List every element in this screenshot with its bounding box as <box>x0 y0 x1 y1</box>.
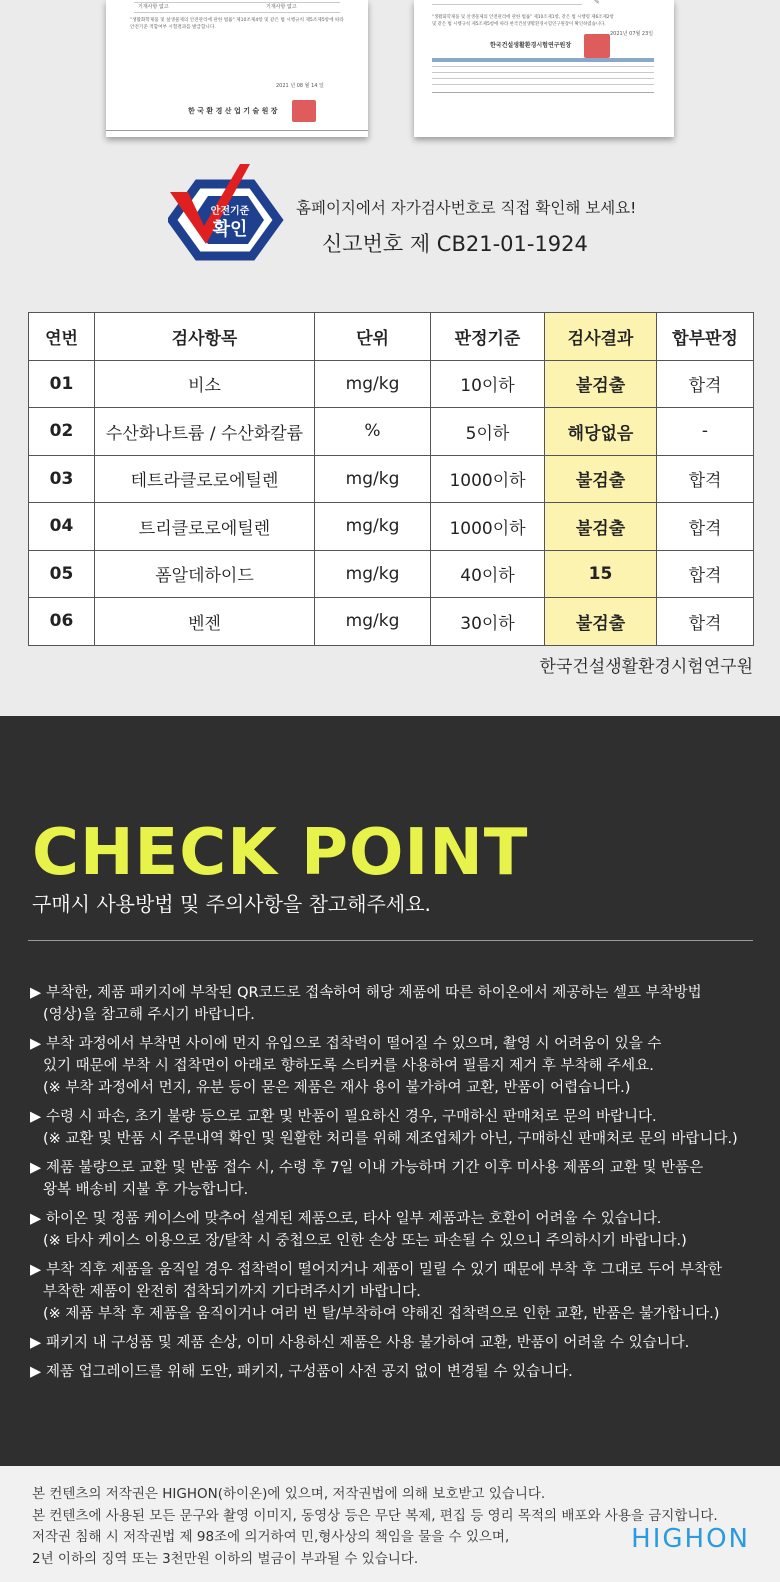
caution-text: 제품 불량으로 교환 및 반품 접수 시, 수령 후 7일 이내 가능하며 기간 이후 미사용 제품의 교환 및 반품은 <box>46 1160 704 1176</box>
copyright-line: 본 컨텐츠에 사용된 모든 문구와 촬영 이미지, 동영상 등은 무단 복제, 편집 등 영리 목적의 배포와 사용을 금지합니다. <box>32 1507 718 1524</box>
table-row <box>29 503 754 551</box>
caution-item <box>30 1208 760 1252</box>
caution-text: 부착한 제품이 완전히 접착되기까지 기다려주시기 바랍니다. <box>43 1284 421 1300</box>
table-cell: 1000이하 <box>431 455 545 503</box>
table-cell: - <box>657 408 754 456</box>
report-number: 신고번호 제 CB21-01-1924 <box>322 232 588 256</box>
safety-standard-check-icon <box>168 162 284 262</box>
bullet-arrow-icon: ▶ <box>30 1211 42 1227</box>
table-row <box>29 360 754 408</box>
table-cell: 불검출 <box>545 360 657 408</box>
table-row <box>29 598 754 646</box>
copyright-line: 저작권 침해 시 저작권법 제 98조에 의거하여 민,형사상의 책임을 물을 수 있으며, <box>32 1529 510 1545</box>
caution-text: (영상)을 참고해 주시기 바랍니다. <box>43 1007 255 1023</box>
caution-line <box>30 1157 760 1179</box>
table-row <box>29 455 754 503</box>
caution-line <box>30 1259 760 1281</box>
column-header: 연번 <box>29 313 95 361</box>
table-cell: mg/kg <box>315 598 431 646</box>
caution-text: 부착 과정에서 부착면 사이에 먼지 유입으로 접착력이 떨어질 수 있으며, 촬영 시 어려움이 있을 수 <box>46 1036 662 1052</box>
official-seal <box>292 100 316 122</box>
bullet-arrow-icon: ▶ <box>30 1160 42 1176</box>
official-seal <box>584 34 610 58</box>
table-cell: 비소 <box>95 360 315 408</box>
caution-list <box>30 982 760 1390</box>
caution-item <box>30 1033 760 1099</box>
divider <box>28 940 753 941</box>
bullet-arrow-icon: ▶ <box>30 1364 42 1380</box>
caution-item <box>30 1157 760 1201</box>
caution-text: (※ 타사 케이스 이용으로 장/탈착 시 중첩으로 인한 손상 또는 파손될 수 있으니 주의하시기 바랍니다.) <box>43 1233 687 1249</box>
column-header: 합부판정 <box>657 313 754 361</box>
table-cell: 10이하 <box>431 360 545 408</box>
table-cell: 합격 <box>657 503 754 551</box>
column-header: 단위 <box>315 313 431 361</box>
safety-certification-section <box>0 0 780 716</box>
test-institution: 한국건설생활환경시험연구원 <box>539 657 753 677</box>
table-cell: 합격 <box>657 550 754 598</box>
table-cell: 벤젠 <box>95 598 315 646</box>
table-cell: 해당없음 <box>545 408 657 456</box>
column-header: 판정기준 <box>431 313 545 361</box>
table-cell: 불검출 <box>545 598 657 646</box>
caution-item <box>30 982 760 1026</box>
table-row <box>29 550 754 598</box>
test-result-table <box>28 312 754 646</box>
certificate-left <box>106 0 368 137</box>
caution-text: 있기 때문에 부착 시 접착면이 아래로 향하도록 스티커를 사용하여 필름지 제거 후 부착해 주세요. <box>43 1058 654 1074</box>
table-cell: mg/kg <box>315 550 431 598</box>
brand-logo: HIGHON <box>631 1524 750 1554</box>
bullet-arrow-icon: ▶ <box>30 1109 42 1125</box>
caution-line <box>30 1208 760 1230</box>
caution-item <box>30 1361 760 1383</box>
caution-line <box>30 1361 760 1383</box>
caution-line <box>30 1106 760 1128</box>
column-header: 검사결과 <box>545 313 657 361</box>
table-cell: 5이하 <box>431 408 545 456</box>
table-cell: % <box>315 408 431 456</box>
caution-item <box>30 1106 760 1150</box>
table-cell: 수산화나트륨 / 수산화칼륨 <box>95 408 315 456</box>
table-cell: 03 <box>29 455 95 503</box>
bullet-arrow-icon: ▶ <box>30 985 42 1001</box>
table-cell: 폼알데하이드 <box>95 550 315 598</box>
copyright-line: 2년 이하의 징역 또는 3천만원 이하의 벌금이 부과될 수 있습니다. <box>32 1550 419 1567</box>
table-cell: 트리클로로에틸렌 <box>95 503 315 551</box>
certificate-right: ✎ "생활화학제품 및 살생물제의 안전관리에 관한 법률" 제10조제1항, 같은 법 시행령 제6조제2항 및 같은 법 시행규칙 제5조제5항에 따라 한국건설생활환경시험연구원장이 확인하였습니다. 2021년 07월 23일 한국건설생활환경시험연구원장 <box>414 0 674 137</box>
table-cell: 합격 <box>657 598 754 646</box>
table-cell: 합격 <box>657 360 754 408</box>
check-point-section <box>0 716 780 1466</box>
certificate-right-text: "생활화학제품 및 살생물제의 안전관리에 관한 법률" 제10조제1항, 같은 법 시행령 제6조제2항 <box>432 15 614 20</box>
certificate-left-cell: 기재사항 없고 <box>138 4 169 10</box>
bullet-arrow-icon: ▶ <box>30 1335 42 1351</box>
table-cell: 15 <box>545 550 657 598</box>
certificate-left-issuer: 한 국 환 경 산 업 기 술 원 장 <box>188 107 278 115</box>
caution-text: 부착 직후 제품을 움직일 경우 접착력이 떨어지거나 제품이 밀릴 수 있기 때문에 부착 후 그대로 두어 부착한 <box>46 1262 723 1278</box>
bullet-arrow-icon: ▶ <box>30 1036 42 1052</box>
caution-item <box>30 1332 760 1354</box>
table-cell: 테트라클로로에틸렌 <box>95 455 315 503</box>
table-cell: 05 <box>29 550 95 598</box>
table-cell: 합격 <box>657 455 754 503</box>
caution-text: 왕복 배송비 지불 후 가능합니다. <box>43 1182 249 1198</box>
caution-text: 하이온 및 정품 케이스에 맞추어 설계된 제품으로, 타사 일부 제품과는 호환이 어려울 수 있습니다. <box>46 1211 662 1227</box>
caution-text: (※ 부착 과정에서 먼지, 유분 등이 묻은 제품은 재사 용이 불가하여 교환, 반품이 어렵습니다.) <box>43 1080 631 1096</box>
copyright-line: 본 컨텐츠의 저작권은 HIGHON(하이온)에 있으며, 저작권법에 의해 보호받고 있습니다. <box>32 1486 546 1502</box>
certificate-left-cell: 기재사항 없고 <box>266 4 297 10</box>
caution-line <box>30 1033 760 1055</box>
caution-text: 부착한, 제품 패키지에 부착된 QR코드로 접속하여 해당 제품에 따른 하이온에서 제공하는 셀프 부착방법 <box>46 985 702 1001</box>
certificate-left-text: 안전기준 적합여부 시험결과를 발급합니다. <box>130 25 216 30</box>
caution-text: 수령 시 파손, 초기 불량 등으로 교환 및 반품이 필요하신 경우, 구매하신 판매처로 문의 바랍니다. <box>46 1109 657 1125</box>
badge-top-text: 안전기준 <box>210 206 250 217</box>
table-cell: 30이하 <box>431 598 545 646</box>
badge-main-text: 확인 <box>212 219 248 240</box>
certificate-right-date: 2021년 07월 23일 <box>610 31 654 37</box>
table-cell: mg/kg <box>315 503 431 551</box>
table-cell: 01 <box>29 360 95 408</box>
table-cell: 불검출 <box>545 503 657 551</box>
caution-text: 패키지 내 구성품 및 제품 손상, 이미 사용하신 제품은 사용 불가하여 교환, 반품이 어려울 수 있습니다. <box>46 1335 690 1351</box>
table-cell: 06 <box>29 598 95 646</box>
caution-text: 제품 업그레이드를 위해 도안, 패키지, 구성품이 사전 공지 없이 변경될 수 있습니다. <box>46 1364 573 1380</box>
certificate-right-text: 및 같은 법 시행규칙 제5조제5항에 따라 한국건설생활환경시험연구원장이 확인하였습니다. <box>432 22 606 27</box>
certificate-right-issuer: 한국건설생활환경시험연구원장 <box>490 42 572 49</box>
certificate-left-text: "생활화학제품 및 살생물제의 안전관리에 관한 법률" 제10조제4항 및 같은 법 시행규칙 제5조제5항에 따라 <box>130 18 344 23</box>
caution-line <box>30 1332 760 1354</box>
copyright-footer <box>0 1466 780 1582</box>
table-cell: mg/kg <box>315 455 431 503</box>
table-cell: 40이하 <box>431 550 545 598</box>
table-cell: 04 <box>29 503 95 551</box>
caution-text: (※ 제품 부착 후 제품을 움직이거나 여러 번 탈/부착하여 약해진 접착력으로 인한 교환, 반품은 불가합니다.) <box>43 1306 720 1322</box>
certificate-left-date: 2021 년 08 월 14 일 <box>276 83 324 89</box>
caution-text: (※ 교환 및 반품 시 주문내역 확인 및 원활한 처리를 위해 제조업체가 아닌, 구매하신 판매처로 문의 바랍니다.) <box>43 1131 738 1147</box>
table-cell: mg/kg <box>315 360 431 408</box>
table-cell: 불검출 <box>545 455 657 503</box>
table-row <box>29 408 754 456</box>
table-header-row <box>29 313 754 361</box>
column-header: 검사항목 <box>95 313 315 361</box>
check-point-subtitle: 구매시 사용방법 및 주의사항을 참고해주세요. <box>32 892 431 916</box>
caution-line <box>30 982 760 1004</box>
caution-item <box>30 1259 760 1325</box>
bullet-arrow-icon: ▶ <box>30 1262 42 1278</box>
table-cell: 1000이하 <box>431 503 545 551</box>
check-point-title: CHECK POINT <box>32 816 529 890</box>
table-cell: 02 <box>29 408 95 456</box>
verification-notice: 홈페이지에서 자가검사번호로 직접 확인해 보세요! <box>296 199 637 217</box>
